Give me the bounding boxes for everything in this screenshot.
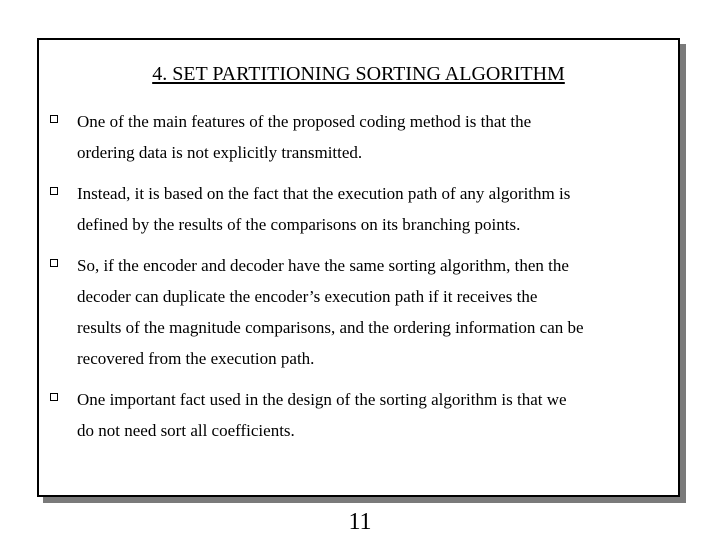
bullet-line: One important fact used in the design of the sorting algorithm is that we [77, 390, 567, 409]
bullet-item [50, 250, 674, 374]
bullet-line: Instead, it is based on the fact that the execution path of any algorithm is [77, 184, 571, 203]
slide-title [39, 62, 678, 86]
bullet-line: One of the main features of the proposed coding method is that the [77, 112, 532, 131]
bullet-line: recovered from the execution path. [77, 349, 315, 368]
bullet-item [50, 106, 674, 168]
square-bullet-icon [50, 115, 58, 123]
bullet-line: results of the magnitude comparisons, and the ordering information can be [77, 318, 584, 337]
bullet-line: defined by the results of the comparisons on its branching points. [77, 215, 521, 234]
bullet-line: So, if the encoder and decoder have the same sorting algorithm, then the [77, 256, 569, 275]
page-number: 11 [348, 509, 372, 535]
bullet-item [50, 384, 674, 446]
bullet-item [50, 178, 674, 240]
bullet-line: do not need sort all coefficients. [77, 421, 295, 440]
bullet-list [50, 106, 674, 456]
square-bullet-icon [50, 259, 58, 267]
bullet-line: decoder can duplicate the encoder’s execution path if it receives the [77, 287, 538, 306]
slide-title-text: 4. SET PARTITIONING SORTING ALGORITHM [152, 63, 565, 85]
square-bullet-icon [50, 393, 58, 401]
square-bullet-icon [50, 187, 58, 195]
bullet-line: ordering data is not explicitly transmitted. [77, 143, 363, 162]
slide-frame [37, 38, 680, 497]
